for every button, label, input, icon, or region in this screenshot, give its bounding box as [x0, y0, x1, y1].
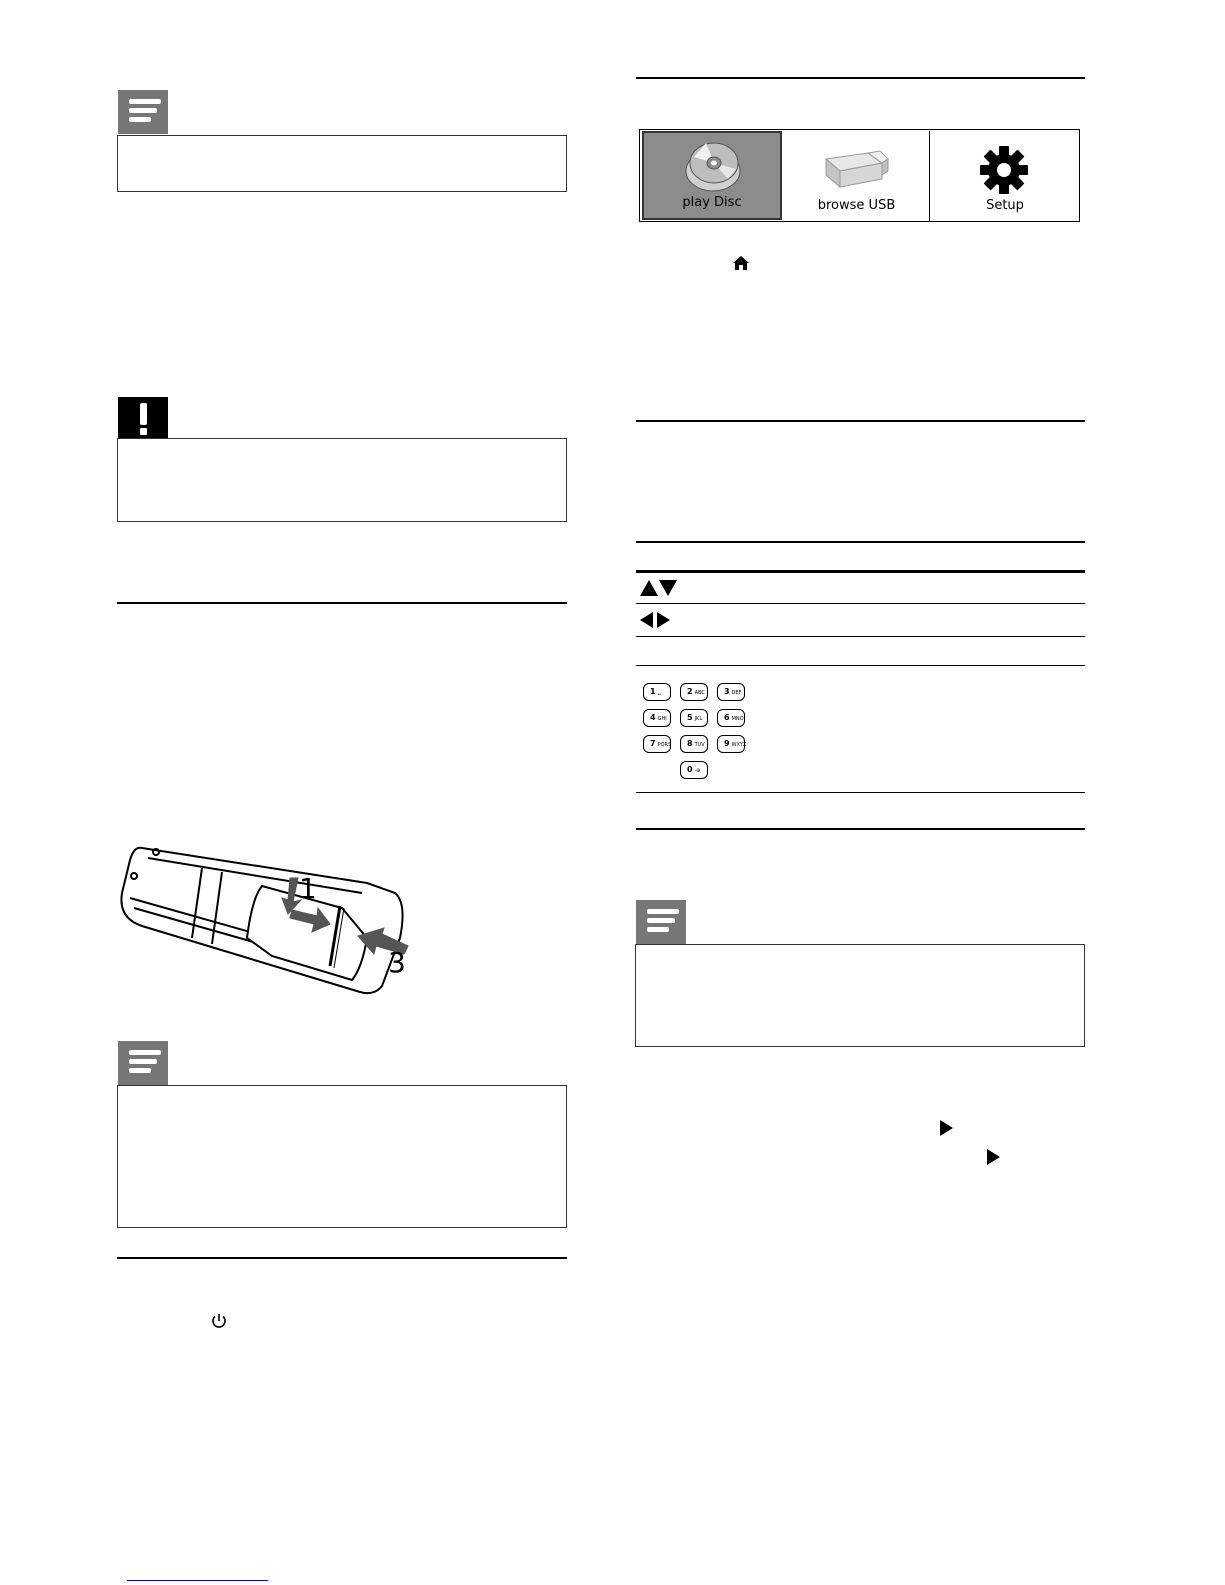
key-5: 5 JKL — [680, 709, 708, 727]
key-0: 0 ·⊕ — [680, 761, 708, 779]
key-7: 7 PQRS — [643, 735, 671, 753]
key-9: 9 WXYZ — [717, 735, 745, 753]
left-right-arrows-icon — [640, 612, 674, 628]
section-divider — [636, 828, 1085, 830]
key-1: 1 ␣ — [643, 683, 671, 701]
numeric-keypad-icon — [643, 683, 753, 783]
note-icon — [118, 1041, 168, 1085]
usb-drive-icon — [824, 145, 890, 196]
up-down-arrows-icon — [640, 580, 680, 596]
note-icon — [636, 900, 686, 944]
caution-icon — [118, 397, 168, 439]
menu-item-label: Setup — [986, 198, 1024, 213]
note-box — [635, 944, 1085, 1047]
home-icon — [733, 256, 749, 271]
section-divider — [636, 420, 1085, 422]
play-icon — [987, 1149, 1000, 1165]
key-8: 8 TUV — [680, 735, 708, 753]
power-icon — [210, 1312, 228, 1330]
section-divider — [117, 602, 567, 604]
footer-link-underline[interactable] — [127, 1580, 268, 1581]
note-box — [117, 135, 567, 192]
step-label-3: 3 — [388, 946, 406, 979]
menu-item-play-disc[interactable] — [642, 131, 782, 220]
remote-battery-illustration — [112, 838, 412, 1000]
note-icon — [118, 90, 168, 134]
note-box — [117, 1085, 567, 1228]
gear-icon — [979, 145, 1029, 200]
menu-item-label: play Disc — [682, 195, 742, 210]
table-row-rule — [636, 665, 1085, 666]
section-divider — [636, 541, 1085, 543]
menu-item-setup[interactable] — [931, 131, 1079, 221]
table-row-rule — [636, 792, 1085, 793]
table-row-rule — [636, 603, 1085, 604]
section-divider — [636, 77, 1085, 79]
menu-item-label: browse USB — [817, 198, 896, 213]
play-icon — [940, 1120, 953, 1136]
key-2: 2 ABC — [680, 683, 708, 701]
key-4: 4 GHI — [643, 709, 671, 727]
disc-icon — [684, 139, 742, 200]
section-divider — [117, 1257, 567, 1259]
key-3: 3 DEF — [717, 683, 745, 701]
table-header-rule — [636, 570, 1085, 573]
caution-box — [117, 438, 567, 522]
menu-item-browse-usb[interactable] — [784, 131, 930, 221]
step-label-1: 1 — [299, 872, 317, 905]
key-6: 6 MNO — [717, 709, 745, 727]
table-row-rule — [636, 636, 1085, 637]
